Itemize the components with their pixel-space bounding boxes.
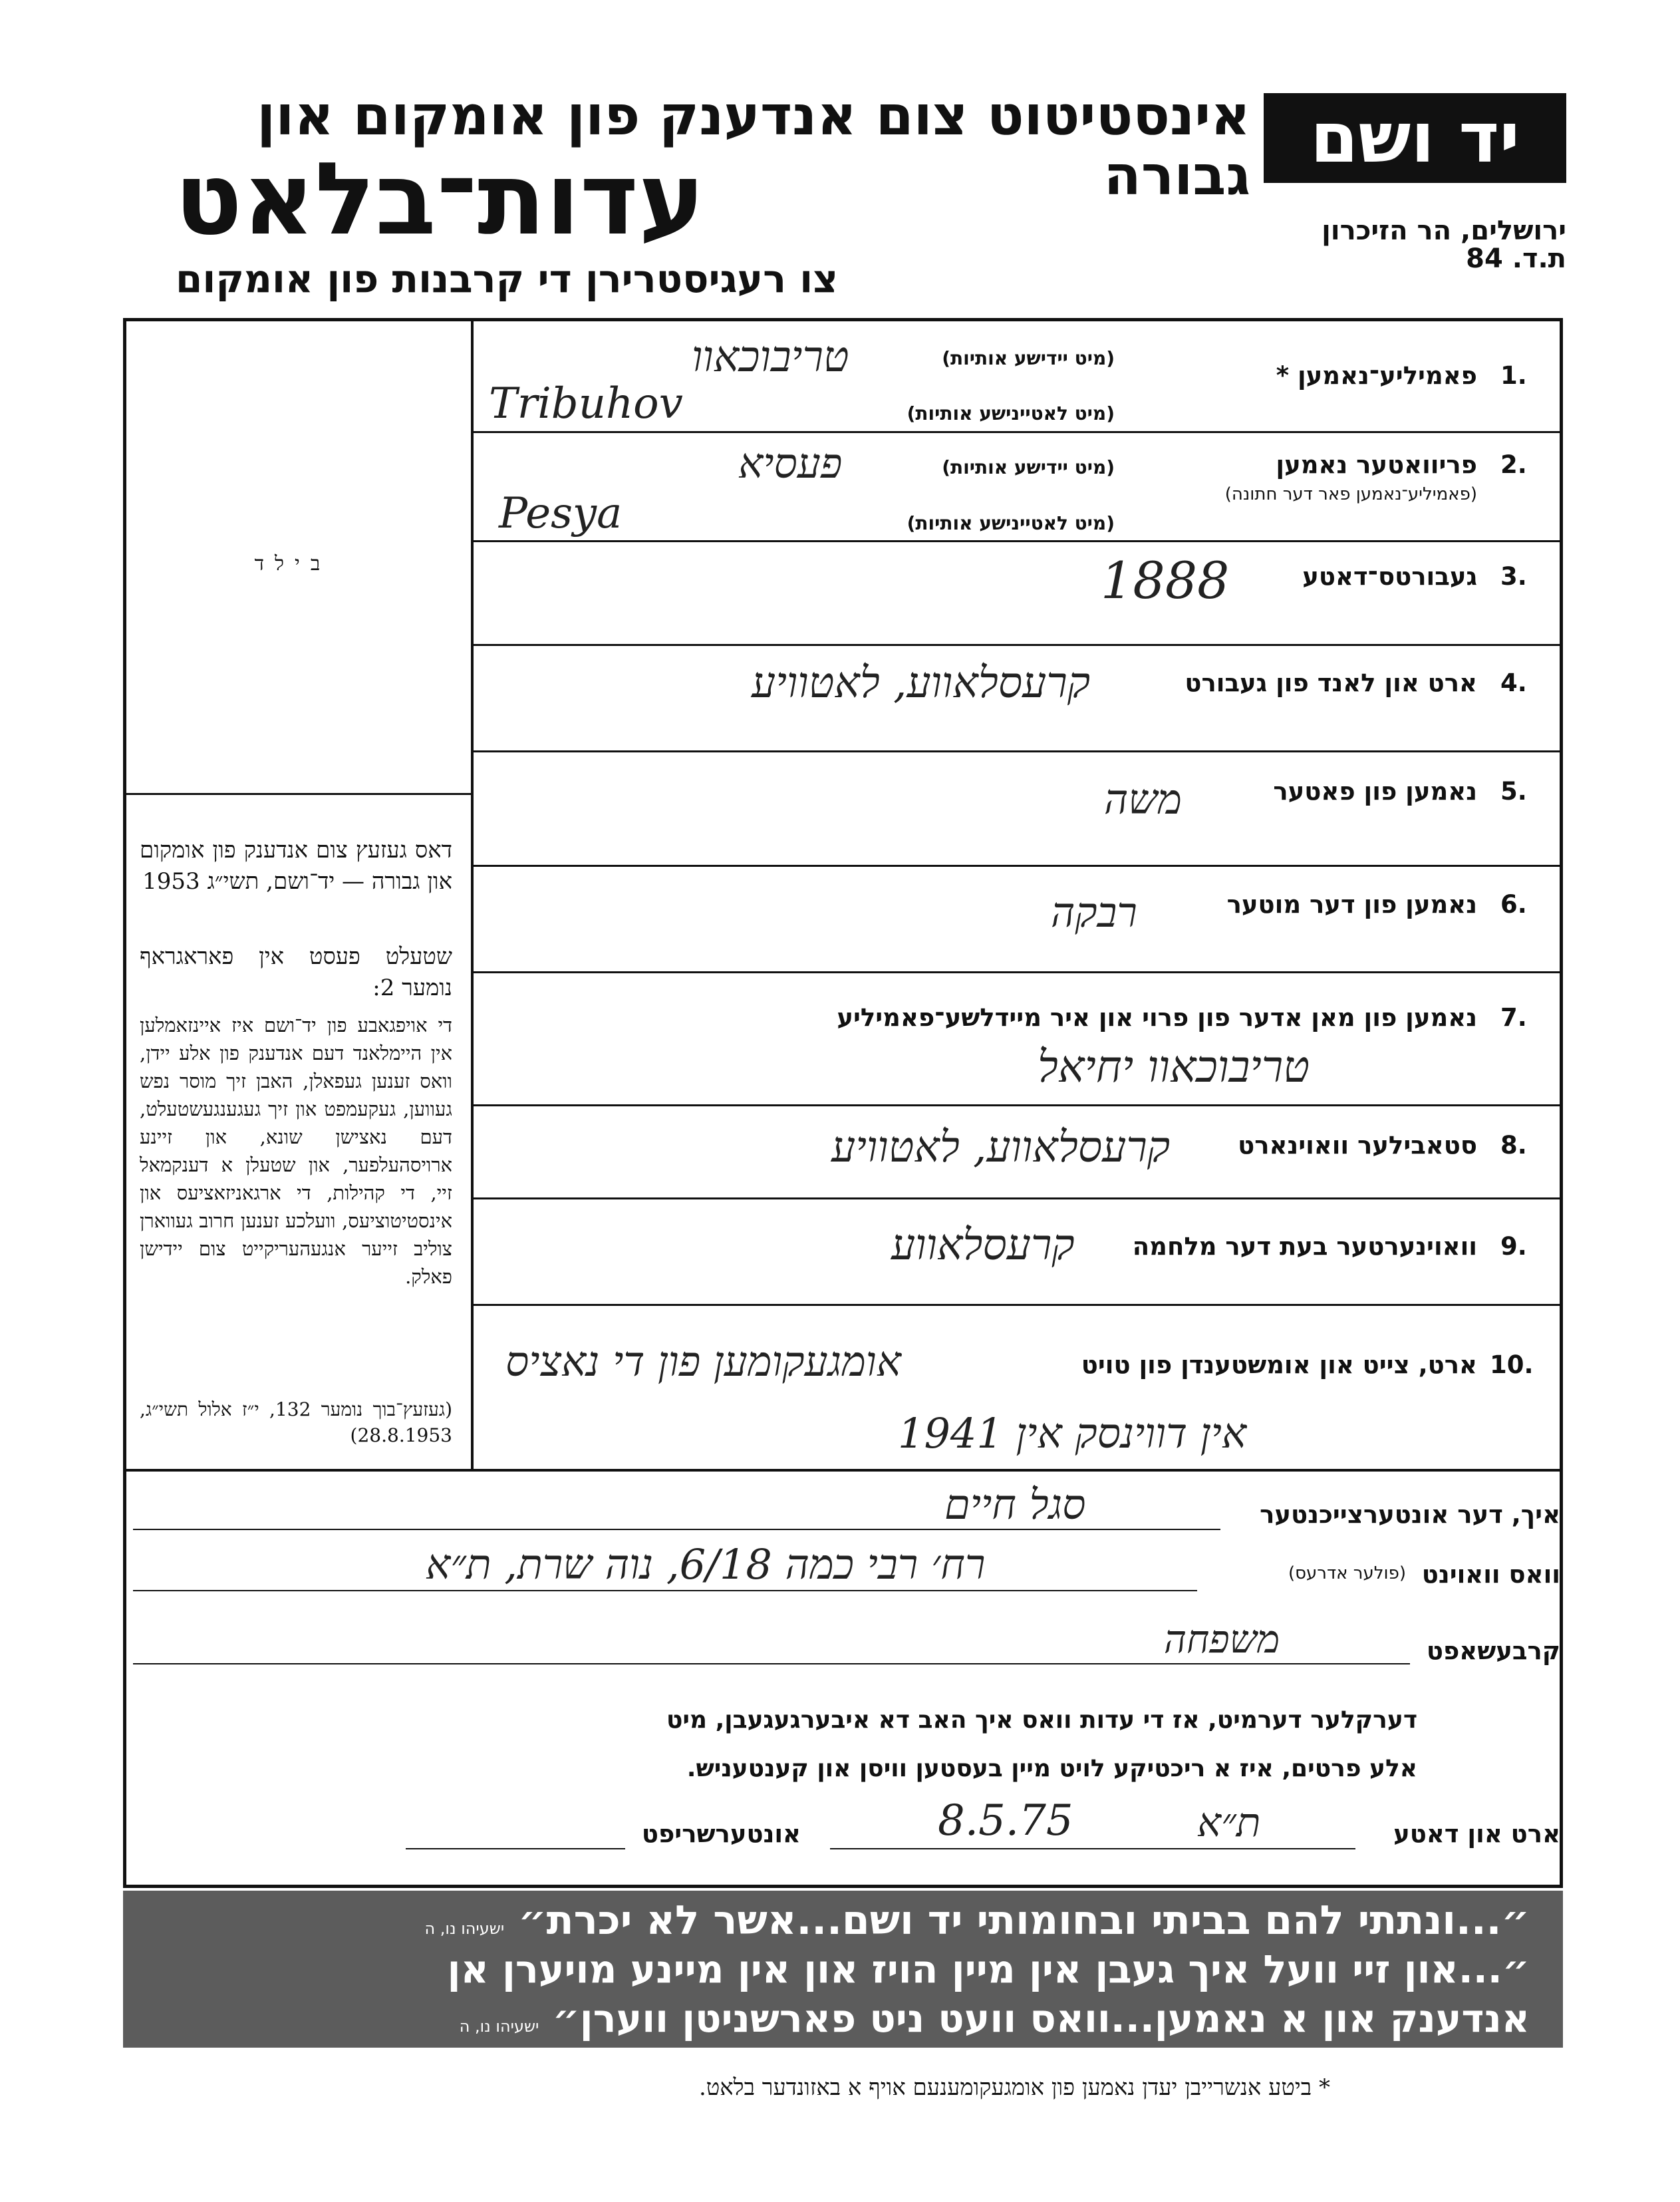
banner-line-1-text: ״...ונתתי להם בביתי ובחומותי יד ושם...אשר לא יכרת״ <box>518 1897 1530 1944</box>
field-9-number: 9. <box>1500 1232 1527 1261</box>
field-2-label: פריוואטער נאמען <box>1276 450 1477 479</box>
latin-letters-note-2: (מיט לאטיינישע אותיות) <box>907 512 1115 534</box>
signer-address-label: וואס וואוינט <box>1421 1560 1560 1589</box>
field-2-value-latin[interactable]: Pesya <box>499 489 623 538</box>
signer-address-value[interactable]: רח׳ רבי כמה 6/18, נוה שרת, ת״א <box>426 1540 986 1589</box>
field-2-label-note: (פאמיליע־נאמען פאר דער חתונה) <box>1224 484 1477 504</box>
signer-name-label: איך, דער אונטערצייכנטער <box>1260 1500 1560 1529</box>
field-3-value[interactable]: 1888 <box>1101 551 1230 610</box>
photo-placeholder-label: בילד <box>254 552 331 575</box>
signature-label: אונטערשריפט <box>641 1819 801 1848</box>
field-5-number: 5. <box>1500 777 1527 806</box>
signer-address-note: (פולער אדרעס) <box>1288 1563 1406 1583</box>
address-block <box>1257 217 1566 273</box>
field-6-label: נאמען פון דער מוטער <box>1226 890 1477 919</box>
field-10-label: ארט, צייט און אומשטענדן פון טויט <box>1081 1350 1477 1379</box>
column-divider <box>471 318 474 1470</box>
gazette-reference: (געזעץ־בוך נומער 132, י״ז אלול תשי״ג, 28.8.1953) <box>140 1398 452 1446</box>
banner-line-2: ״...און זיי וועל איך געבן אין מיין הויז און אין מיינע מויערן אן <box>447 1947 1530 1992</box>
row-separator <box>472 431 1562 433</box>
declaration-line-1: דערקלער דערמיט, אז די עדות וואס איך האב דא איבערגעגעבן, מיט <box>666 1706 1417 1734</box>
section-divider <box>125 1469 1562 1472</box>
field-10-value-line-1[interactable]: אומגעקומען פון די נאציס <box>505 1337 901 1386</box>
field-9-value[interactable]: קרעסלאווע <box>891 1221 1075 1270</box>
photo-box-divider <box>125 793 472 795</box>
banner-line-3-ref: ישעיהו נו, ה <box>459 2017 539 2036</box>
law-text: דאס געזעץ צום אנדענק פון אומקום און גבורה — יד־ושם, תשי״ג 1953 <box>140 837 452 895</box>
institute-name: אינסטיטוט צום אנדענק פון אומקום און גבורה <box>257 84 1250 208</box>
signature-line <box>406 1848 625 1849</box>
field-5-label: נאמען פון פאטער <box>1273 777 1477 806</box>
field-7-number: 7. <box>1500 1003 1527 1032</box>
banner-line-3 <box>460 1996 1530 2041</box>
quote-banner <box>123 1891 1563 2048</box>
place-date-label: ארט און דאטע <box>1393 1819 1560 1848</box>
field-10-number: 10. <box>1490 1350 1534 1379</box>
row-separator <box>472 1197 1562 1199</box>
place-date-value[interactable]: 8.5.75 <box>938 1796 1073 1845</box>
paragraph-reference: שטעלט פעסט אין פאראגראף נומער 2: <box>140 943 452 1001</box>
relation-line <box>133 1663 1410 1664</box>
field-7-label: נאמען פון מאן אדער פון פרוי און איר מיידלשע־פאמיליע <box>837 1003 1477 1032</box>
field-1-value-latin[interactable]: Tribuhov <box>489 379 683 428</box>
yad-vashem-logo: יד ושם <box>1264 93 1566 183</box>
field-6-value[interactable]: רבקה <box>1051 888 1137 937</box>
field-1-label: פאמיליע־נאמען * <box>1276 361 1477 390</box>
row-separator <box>472 644 1562 646</box>
field-4-value[interactable]: קרעסלאווע, לאטוויע <box>752 659 1091 708</box>
row-separator <box>472 1304 1562 1306</box>
field-3-label: געבורטס־דאטע <box>1302 562 1477 591</box>
field-9-label: וואוינערטער בעת דער מלחמה <box>1132 1232 1477 1261</box>
field-8-label: סטאבילער וואוינארט <box>1238 1131 1477 1160</box>
row-separator <box>472 1104 1562 1106</box>
banner-line-3-text: אנדענק און א נאמען...וואס וועט ניט פארשניטן ווערן״ <box>552 1996 1530 2041</box>
place-date-line <box>830 1848 1355 1849</box>
field-7-value[interactable]: טריבוכאוו יחיאל <box>1038 1041 1310 1092</box>
mission-text: די אויפגאבע פון יד־ושם איז איינזאמלען אין היימלאנד דעם אנדענק פון אלע יידן, וואס זענען געפאלן, האבן זיך מוסר נפש געווען, געקעמפט און זיך געגענגעשטעלט, דעם נאצישן שונא, און זיינע ארויסהעלפער, און שטעלן א דענקמאל זיי, די קהילות, די ארגאניזאציעס און אינסטיטוציעס, וועלכע זענען חרוב געווארן צוליב זייער אנגעהעריקייט צום יידישן פאלק. <box>140 1014 452 1289</box>
banner-line-1 <box>424 1897 1530 1944</box>
address-line-2: ת.ד. 84 <box>1466 243 1566 274</box>
signer-address-line <box>133 1590 1197 1591</box>
field-1-value-yiddish[interactable]: טריבוכאוו <box>692 333 849 382</box>
field-2-number: 2. <box>1500 450 1527 479</box>
field-10-value-line-2[interactable]: אין דווינסק אין 1941 <box>898 1409 1247 1458</box>
declaration-line-2: אלע פרטים, איז א ריכטיקע לויט מיין בעסטען וויסן און קענטעניש. <box>686 1755 1417 1782</box>
yiddish-letters-note: (מיט יידישע אותיות) <box>942 347 1115 369</box>
latin-letters-note: (מיט לאטיינישע אותיות) <box>907 402 1115 424</box>
address-line-1: ירושלים, הר הזיכרון <box>1322 216 1566 246</box>
field-4-number: 4. <box>1500 669 1527 697</box>
field-2-value-yiddish[interactable]: פעסיא <box>738 439 843 488</box>
page-title: עדות־בלאט <box>174 142 705 257</box>
relation-label: קרבעשאפט <box>1426 1637 1560 1665</box>
field-5-value[interactable]: משה <box>1104 775 1182 824</box>
field-4-label: ארט און לאנד פון געבורט <box>1185 669 1477 697</box>
row-separator <box>472 865 1562 867</box>
signer-name-value[interactable]: סגל חיים <box>944 1480 1086 1529</box>
page-subtitle: צו רעגיסטרירן די קרבנות פון אומקום <box>176 256 838 301</box>
row-separator <box>472 540 1562 542</box>
field-3-number: 3. <box>1500 562 1527 591</box>
footnote: * ביטע אנשרייבן יעדן נאמען פון אומגעקומענעם אויף א באזונדער בלאט. <box>698 2074 1330 2101</box>
place-value[interactable]: ת״א <box>1197 1800 1261 1846</box>
row-separator <box>472 971 1562 973</box>
field-8-number: 8. <box>1500 1131 1527 1160</box>
banner-line-1-ref: ישעיהו נו, ה <box>424 1919 505 1938</box>
field-1-number: 1. <box>1500 361 1527 390</box>
field-6-number: 6. <box>1500 890 1527 919</box>
relation-value[interactable]: משפחה <box>1164 1617 1280 1662</box>
field-8-value[interactable]: קרעסלאווע, לאטוויע <box>831 1123 1171 1172</box>
yiddish-letters-note-2: (מיט יידישע אותיות) <box>942 456 1115 478</box>
row-separator <box>472 750 1562 752</box>
